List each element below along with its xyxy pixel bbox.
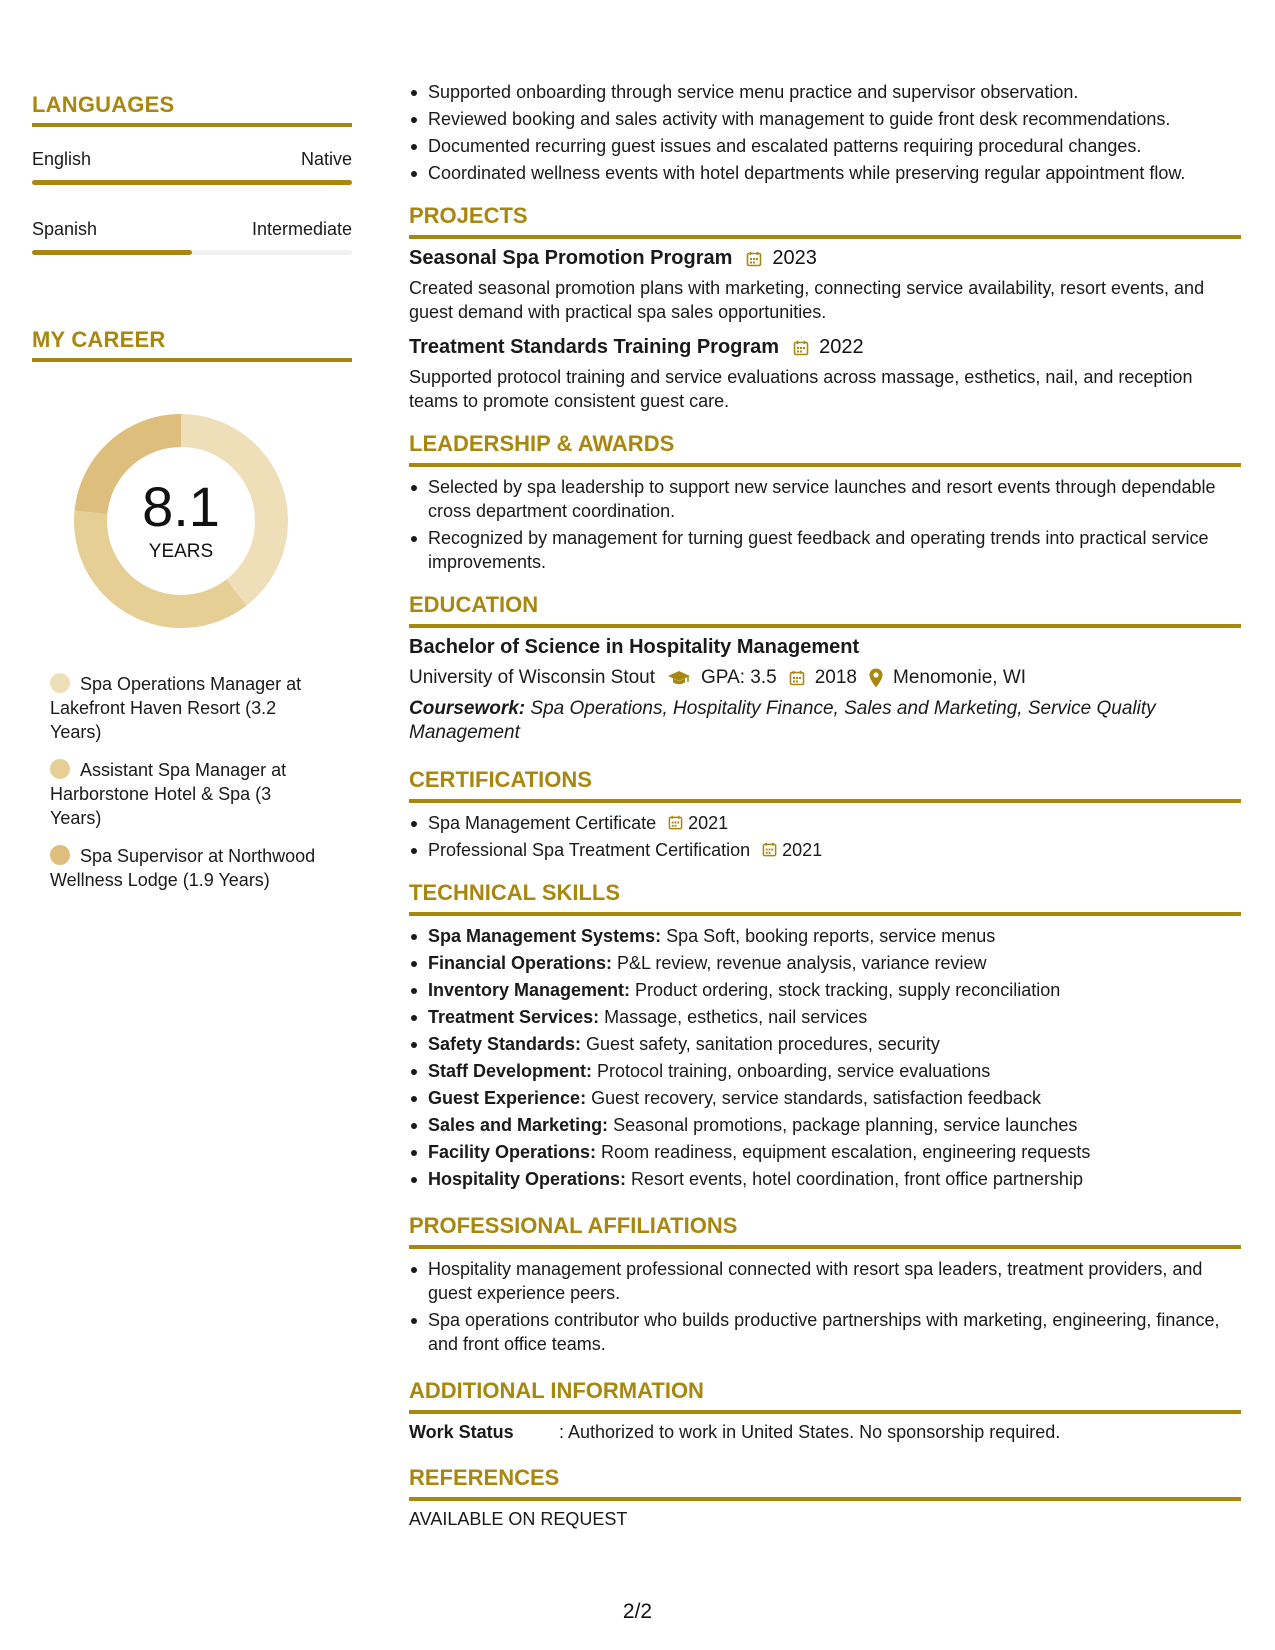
project-description: Supported protocol training and service evaluations across massage, esthetics, nail, and reception teams to promote consistent guest care. xyxy=(409,367,1193,411)
skill-item: Guest Experience: Guest recovery, service standards, satisfaction feedback xyxy=(409,1086,1241,1110)
calendar-icon xyxy=(762,842,777,857)
education-school: University of Wisconsin Stout xyxy=(409,667,656,688)
career-legend-item: Spa Supervisor at Northwood Wellness Lodge (1.9 Years) xyxy=(50,846,316,890)
skill-item: Safety Standards: Guest safety, sanitation procedures, security xyxy=(409,1032,1241,1056)
career-legend-item: Spa Operations Manager at Lakefront Haven Resort (3.2 Years) xyxy=(50,674,302,742)
project-item xyxy=(409,336,1241,413)
education-title: EDUCATION xyxy=(409,592,1241,628)
skills-title: TECHNICAL SKILLS xyxy=(409,880,1241,916)
calendar-icon xyxy=(793,340,809,356)
project-name: Seasonal Spa Promotion Program xyxy=(409,247,733,269)
skill-item: Staff Development: Protocol training, onboarding, service evaluations xyxy=(409,1059,1241,1083)
graduation-cap-icon xyxy=(667,670,691,686)
language-level: Intermediate xyxy=(251,219,352,239)
certification-item: Professional Spa Treatment Certification 2021 xyxy=(409,838,1241,862)
work-status-value: : Authorized to work in United States. No sponsorship required. xyxy=(559,1422,1061,1442)
leadership-list xyxy=(409,475,1241,574)
experience-bullet: Supported onboarding through service menu practice and supervisor observation. xyxy=(409,80,1241,104)
affiliations-list xyxy=(409,1257,1241,1356)
experience-bullet: Documented recurring guest issues and escalated patterns requiring procedural changes. xyxy=(409,134,1241,158)
language-proficiency-fill xyxy=(32,180,352,185)
career-years-label: YEARS xyxy=(148,541,214,562)
affiliation-item: Hospitality management professional connected with resort spa leaders, treatment providers, and guest experience peers. xyxy=(409,1257,1241,1305)
career-legend-item: Assistant Spa Manager at Harborstone Hotel & Spa (3 Years) xyxy=(50,760,287,828)
projects-title: PROJECTS xyxy=(409,203,1241,239)
references-title: REFERENCES xyxy=(409,1465,1241,1501)
references-text: AVAILABLE ON REQUEST xyxy=(409,1509,628,1529)
experience-bullet: Coordinated wellness events with hotel departments while preserving regular appointment flow. xyxy=(409,161,1241,185)
certifications-title: CERTIFICATIONS xyxy=(409,767,1241,803)
left-column xyxy=(32,92,352,906)
project-year: 2023 xyxy=(772,247,817,269)
skill-item: Treatment Services: Massage, esthetics, nail services xyxy=(409,1005,1241,1029)
language-level: Native xyxy=(300,149,352,169)
skill-item: Sales and Marketing: Seasonal promotions, package planning, service launches xyxy=(409,1113,1241,1137)
career-total-years: 8.1 xyxy=(142,475,220,538)
location-pin-icon xyxy=(869,668,883,688)
language-proficiency-bar xyxy=(32,180,352,185)
language-item xyxy=(32,219,352,255)
legend-dot-icon xyxy=(50,759,70,779)
language-name: Spanish xyxy=(32,219,98,239)
education-degree: Bachelor of Science in Hospitality Management xyxy=(409,636,860,658)
project-item xyxy=(409,247,1241,324)
project-name: Treatment Standards Training Program xyxy=(409,336,780,358)
skill-item: Inventory Management: Product ordering, stock tracking, supply reconciliation xyxy=(409,978,1241,1002)
skill-item: Facility Operations: Room readiness, equipment escalation, engineering requests xyxy=(409,1140,1241,1164)
career-title: MY CAREER xyxy=(32,327,352,362)
page-number: 2/2 xyxy=(622,1600,653,1623)
work-status-label: Work Status xyxy=(409,1422,514,1442)
language-name: English xyxy=(32,149,92,169)
career-legend xyxy=(32,672,352,892)
language-proficiency-bar xyxy=(32,250,352,255)
skill-item: Spa Management Systems: Spa Soft, booking reports, service menus xyxy=(409,924,1241,948)
additional-info-title: ADDITIONAL INFORMATION xyxy=(409,1378,1241,1414)
leadership-title: LEADERSHIP & AWARDS xyxy=(409,431,1241,467)
education-meta xyxy=(409,667,1241,689)
career-donut-chart xyxy=(66,406,296,636)
work-status-row xyxy=(409,1422,1241,1443)
affiliation-item: Spa operations contributor who builds productive partnerships with marketing, engineering, finance, and front office teams. xyxy=(409,1308,1241,1356)
education-gpa: GPA: 3.5 xyxy=(701,667,777,688)
education-coursework: Coursework: Spa Operations, Hospitality Finance, Sales and Marketing, Service Quality Management xyxy=(409,698,1156,743)
calendar-icon xyxy=(668,815,683,830)
project-year: 2022 xyxy=(819,336,864,358)
project-description: Created seasonal promotion plans with marketing, connecting service availability, resort events, and guest demand with practical spa sales opportunities. xyxy=(409,278,1205,322)
languages-title: LANGUAGES xyxy=(32,92,352,127)
leadership-item: Selected by spa leadership to support new service launches and resort events through dependable cross department coordination. xyxy=(409,475,1241,523)
education-year: 2018 xyxy=(814,667,857,688)
skill-item: Hospitality Operations: Resort events, hotel coordination, front office partnership xyxy=(409,1167,1241,1191)
legend-dot-icon xyxy=(50,673,70,693)
certification-item: Spa Management Certificate 2021 xyxy=(409,811,1241,835)
experience-bullets xyxy=(409,80,1241,185)
language-item xyxy=(32,149,352,185)
affiliations-title: PROFESSIONAL AFFILIATIONS xyxy=(409,1213,1241,1249)
skills-list xyxy=(409,924,1241,1191)
skill-item: Financial Operations: P&L review, revenue analysis, variance review xyxy=(409,951,1241,975)
right-column xyxy=(409,80,1241,1530)
language-proficiency-fill xyxy=(32,250,192,255)
experience-bullet: Reviewed booking and sales activity with management to guide front desk recommendations. xyxy=(409,107,1241,131)
leadership-item: Recognized by management for turning guest feedback and operating trends into practical service improvements. xyxy=(409,526,1241,574)
certifications-list xyxy=(409,811,1241,862)
education-location: Menomonie, WI xyxy=(893,667,1027,688)
calendar-icon xyxy=(746,251,762,267)
calendar-icon xyxy=(789,670,805,686)
legend-dot-icon xyxy=(50,845,70,865)
